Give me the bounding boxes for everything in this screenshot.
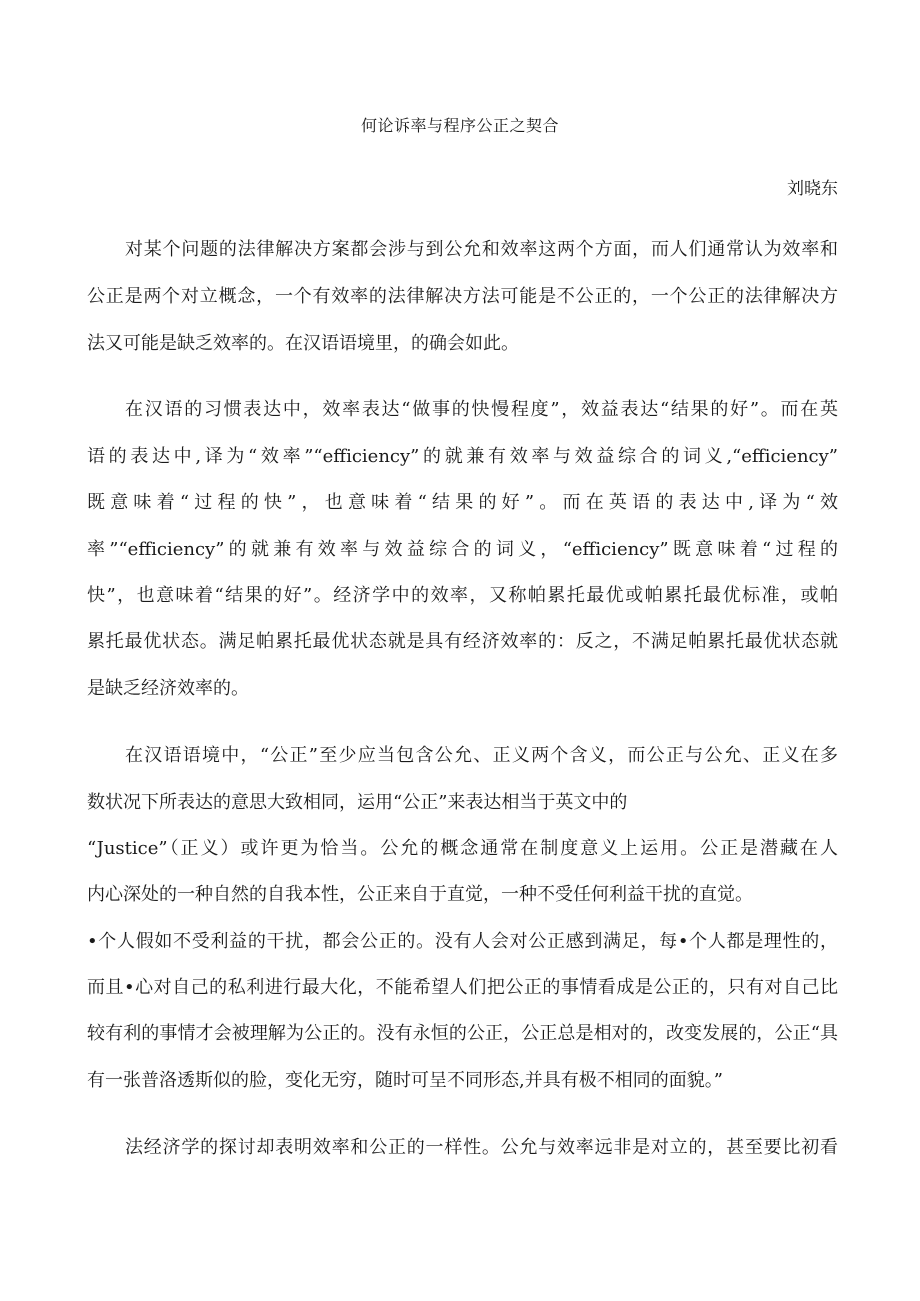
- text-line: 在汉语的习惯表达中，效率表达“做事的快慢程度”，效益表达“结果的好”。而在英: [125, 399, 838, 420]
- text-line: •个人假如不受利益的干扰，都会公正的。没有人会对公正感到满足，每•个人都是理性的，: [87, 931, 838, 952]
- text-line: 累托最优状态。满足帕累托最优状态就是具有经济效率的：反之，不满足帕累托最优状态就: [87, 631, 838, 652]
- text-line: 较有利的事情才会被理解为公正的。没有永恒的公正，公正总是相对的，改变发展的，公正“具: [87, 1023, 838, 1044]
- text-line: 对某个问题的法律解决方案都会涉与到公允和效率这两个方面，而人们通常认为效率和: [125, 239, 838, 260]
- text-line: 而且•心对自己的私利进行最大化，不能希望人们把公正的事情看成是公正的，只有对自己比: [87, 977, 838, 998]
- text-line: 内心深处的一种自然的自我本性，公正来自于直觉，一种不受任何利益干扰的直觉。: [87, 884, 753, 905]
- text-line: 快”，也意味着“结果的好”。经济学中的效率，又称帕累托最优或帕累托最优标准，或帕: [87, 585, 838, 606]
- text-line: 既意味着“过程的快”，也意味着“结果的好”。而在英语的表达中,译为“效: [87, 492, 838, 513]
- text-line: “Justice”（正义）或许更为恰当。公允的概念通常在制度意义上运用。公正是潜藏在人: [87, 838, 838, 859]
- document-title: 何论诉率与程序公正之契合: [360, 116, 559, 135]
- text-line: 公正是两个对立概念，一个有效率的法律解决方法可能是不公正的，一个公正的法律解决方: [87, 286, 838, 307]
- text-line: 在汉语语境中，“公正”至少应当包含公允、正义两个含义，而公正与公允、正义在多: [125, 745, 838, 766]
- text-line: 法经济学的探讨却表明效率和公正的一样性。公允与效率远非是对立的，甚至要比初看: [125, 1137, 838, 1158]
- text-line: 有一张普洛透斯似的脸，变化无穷，随时可呈不同形态,并具有极不相同的面貌。”: [87, 1070, 723, 1091]
- text-line: 法又可能是缺乏效率的。在汉语语境里，的确会如此。: [87, 333, 519, 354]
- text-line: 数状况下所表达的意思大致相同，运用“公正”来表达相当于英文中的: [87, 792, 628, 813]
- text-line: 率”“efficiency”的就兼有效率与效益综合的词义，“efficiency”既意味着“过程的: [87, 539, 838, 560]
- document-author: 刘晓东: [787, 179, 838, 199]
- text-line: 是缺乏经济效率的。: [87, 678, 249, 699]
- text-line: 语的表达中,译为“效率”“efficiency”的就兼有效率与效益综合的词义,“efficiency”: [87, 446, 838, 467]
